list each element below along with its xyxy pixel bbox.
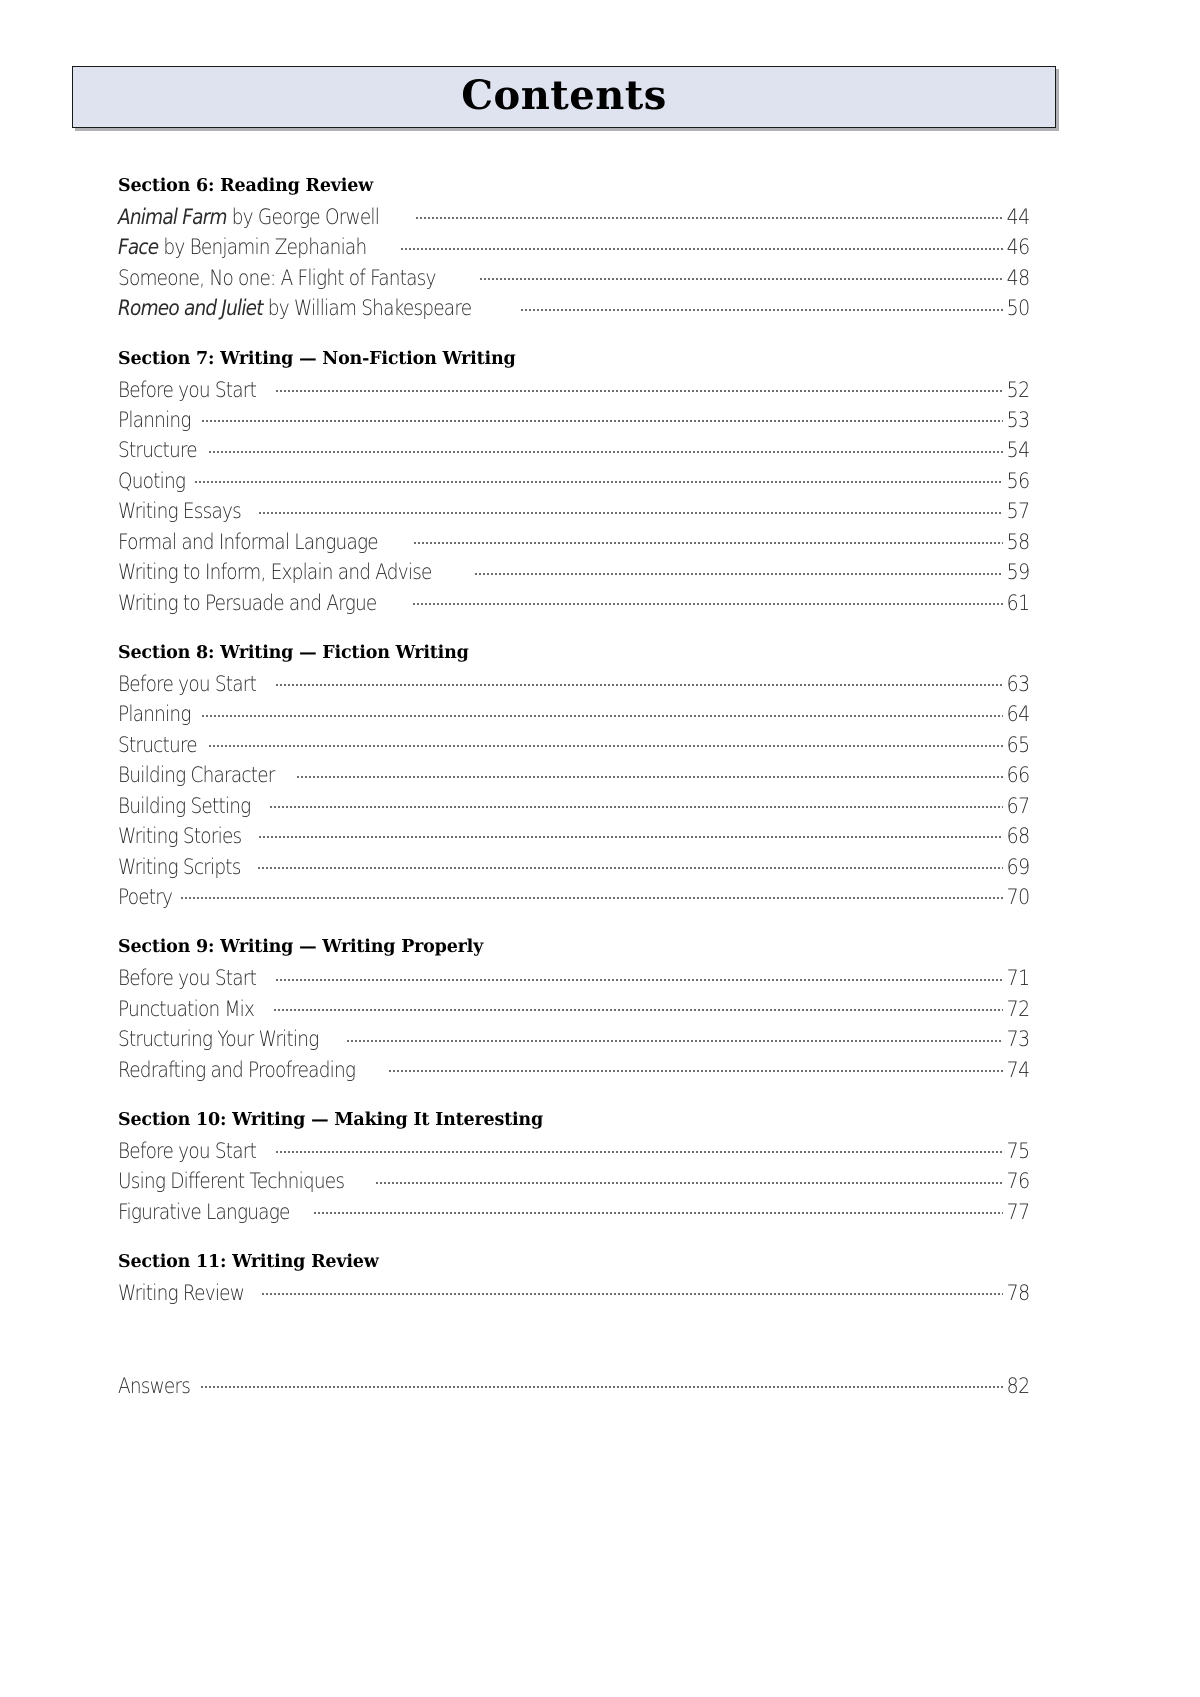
toc-entry-title-text: Writing to Persuade and Argue xyxy=(118,590,377,615)
toc-section-heading: Section 7: Writing — Non-Fiction Writing xyxy=(118,348,516,369)
toc-page-number: 78 xyxy=(1006,1281,1030,1306)
toc-page-number: 64 xyxy=(1006,702,1030,727)
dot-leader xyxy=(258,497,1004,518)
toc-page-number: 46 xyxy=(1006,235,1030,260)
toc-entry-title-text: Before you Start xyxy=(118,377,257,402)
dot-leader xyxy=(201,406,1004,427)
toc-entry-title-text: Formal and Informal Language xyxy=(118,529,378,554)
toc-page-number: 63 xyxy=(1006,671,1030,696)
toc-entry-title-text: Writing to Inform, Explain and Advise xyxy=(118,560,432,585)
toc-entry-title-text: Writing Essays xyxy=(118,499,241,524)
toc-entry-title-text: Figurative Language xyxy=(118,1199,290,1224)
toc-page-number: 61 xyxy=(1006,590,1030,615)
toc-page-number: 66 xyxy=(1006,763,1030,788)
toc-entry-title-italic: Animal Farm xyxy=(118,204,227,229)
dot-leader xyxy=(200,1372,1003,1393)
toc-page-number: 59 xyxy=(1006,560,1030,585)
dot-leader xyxy=(375,1167,1003,1188)
toc-entry-title-italic: Romeo and Juliet xyxy=(118,296,263,321)
toc-entry[interactable] xyxy=(118,1136,1030,1166)
toc-entry[interactable] xyxy=(118,760,1030,790)
dot-leader xyxy=(257,853,1003,874)
toc-page-number: 53 xyxy=(1006,407,1030,432)
toc-entry-title-text: Planning xyxy=(118,702,191,727)
toc-entry-title-text: Structuring Your Writing xyxy=(118,1027,319,1052)
toc-page-number: 58 xyxy=(1006,529,1030,554)
section-spacer xyxy=(118,912,1030,937)
toc-entry[interactable] xyxy=(118,588,1030,618)
toc-entry-title-text: Someone, No one: A Flight of Fantasy xyxy=(118,265,436,290)
toc-page-number: 65 xyxy=(1006,732,1030,757)
section-spacer xyxy=(118,1085,1030,1110)
dot-leader xyxy=(194,467,1003,488)
dot-leader xyxy=(258,822,1003,843)
toc-section xyxy=(118,349,1030,618)
page-title: Contents xyxy=(461,72,667,120)
dot-leader xyxy=(388,1056,1004,1077)
toc-entry-title xyxy=(118,994,254,1024)
dot-leader xyxy=(275,1137,1003,1158)
dot-leader xyxy=(400,233,1003,254)
contents-header-banner xyxy=(72,66,1056,128)
toc-entry-title-text: Redrafting and Proofreading xyxy=(118,1057,356,1082)
dot-leader xyxy=(261,1279,1003,1300)
toc-page-number: 52 xyxy=(1006,377,1030,402)
dot-leader xyxy=(474,558,1003,579)
toc-entry[interactable] xyxy=(118,669,1030,699)
toc-entry[interactable] xyxy=(118,435,1030,465)
dot-leader xyxy=(275,376,1003,397)
toc-page-number: 70 xyxy=(1006,884,1030,909)
toc-entry-title-text: Before you Start xyxy=(118,966,257,991)
toc-entry-title xyxy=(118,496,241,526)
toc-entry-title-text: Before you Start xyxy=(118,1138,257,1163)
toc-page-number: 54 xyxy=(1006,438,1030,463)
toc-entry[interactable] xyxy=(118,263,1030,293)
toc-entry[interactable] xyxy=(118,1055,1030,1085)
dot-leader xyxy=(201,700,1004,721)
dot-leader xyxy=(180,883,1004,904)
toc-entry-title-text: Building Character xyxy=(118,763,275,788)
toc-page-number: 44 xyxy=(1006,204,1030,229)
toc-entry[interactable] xyxy=(118,852,1030,882)
dot-leader xyxy=(275,670,1003,691)
toc-entry-title-text: by William Shakespeare xyxy=(262,296,472,321)
toc-entry-title-text: by Benjamin Zephaniah xyxy=(158,235,367,260)
toc-entry-title xyxy=(118,1166,344,1196)
toc-entry-title xyxy=(118,1024,318,1054)
toc-entry[interactable] xyxy=(118,527,1030,557)
dot-leader xyxy=(415,203,1004,224)
toc-entry[interactable] xyxy=(118,1166,1030,1196)
dot-leader xyxy=(413,528,1003,549)
dot-leader xyxy=(273,995,1004,1016)
toc-entry-title xyxy=(118,1278,244,1308)
toc-entry-title xyxy=(118,1197,290,1227)
toc-entry-title-text: Planning xyxy=(118,407,191,432)
toc-entry[interactable] xyxy=(118,821,1030,851)
dot-leader xyxy=(346,1025,1003,1046)
toc-entry-title xyxy=(118,375,256,405)
toc-entry-title-text: Before you Start xyxy=(118,671,257,696)
toc-entry[interactable] xyxy=(118,730,1030,760)
toc-page-number: 82 xyxy=(1006,1373,1030,1398)
toc-entry-title xyxy=(118,405,191,435)
toc-entry-title xyxy=(118,293,471,323)
dot-leader xyxy=(275,964,1003,985)
table-of-contents xyxy=(118,176,1030,1401)
toc-entry-title xyxy=(118,202,379,232)
toc-section-heading: Section 9: Writing — Writing Properly xyxy=(118,937,484,958)
toc-entry-title xyxy=(118,557,432,587)
toc-entry-title-text: Using Different Techniques xyxy=(118,1169,345,1194)
toc-entry-title xyxy=(118,699,191,729)
toc-page-number: 73 xyxy=(1006,1027,1030,1052)
toc-entry[interactable] xyxy=(118,1278,1030,1308)
tail-spacer xyxy=(118,1309,1030,1371)
toc-entry[interactable] xyxy=(118,202,1030,232)
toc-entry-title-text: Structure xyxy=(118,438,197,463)
section-spacer xyxy=(118,618,1030,643)
toc-entry-title xyxy=(118,882,172,912)
dot-leader xyxy=(520,294,1004,315)
dot-leader xyxy=(208,731,1004,752)
toc-entry-title-text: Structure xyxy=(118,732,197,757)
toc-entry[interactable] xyxy=(118,1024,1030,1054)
toc-entry[interactable] xyxy=(118,994,1030,1024)
toc-entry[interactable] xyxy=(118,232,1030,262)
dot-leader xyxy=(313,1198,1003,1219)
toc-entry[interactable] xyxy=(118,557,1030,587)
toc-entry-title xyxy=(118,963,256,993)
toc-entry-title-text: Punctuation Mix xyxy=(118,996,255,1021)
toc-entry[interactable] xyxy=(118,963,1030,993)
toc-entry-title xyxy=(118,669,256,699)
toc-entry-title xyxy=(118,588,377,618)
toc-page-number: 57 xyxy=(1006,499,1030,524)
dot-leader xyxy=(412,589,1004,610)
toc-entry-title xyxy=(118,263,436,293)
toc-entry-title-text: Answers xyxy=(118,1373,191,1398)
toc-entry-title xyxy=(118,760,275,790)
toc-entry-title-text: Building Setting xyxy=(118,793,251,818)
toc-entry[interactable] xyxy=(118,293,1030,323)
toc-page-number: 71 xyxy=(1006,966,1030,991)
toc-entry-title-text: by George Orwell xyxy=(226,204,380,229)
toc-page-number: 77 xyxy=(1006,1199,1030,1224)
toc-entry[interactable] xyxy=(118,375,1030,405)
toc-entry-title-text: Writing Scripts xyxy=(118,854,241,879)
toc-entry-title xyxy=(118,232,366,262)
dot-leader xyxy=(296,761,1003,782)
toc-entry-title xyxy=(118,435,197,465)
toc-page-number: 69 xyxy=(1006,854,1030,879)
toc-entry-title-text: Poetry xyxy=(118,884,173,909)
toc-section xyxy=(118,643,1030,912)
toc-entry-title xyxy=(118,527,378,557)
toc-section xyxy=(118,1110,1030,1227)
dot-leader xyxy=(208,436,1004,457)
toc-page-number: 48 xyxy=(1006,265,1030,290)
toc-entry-title xyxy=(118,1371,190,1401)
toc-page-number: 67 xyxy=(1006,793,1030,818)
dot-leader xyxy=(479,264,1003,285)
toc-entry-title xyxy=(118,1055,355,1085)
toc-entry-title xyxy=(118,821,241,851)
toc-entry-title xyxy=(118,852,241,882)
toc-entry[interactable] xyxy=(118,1371,1030,1401)
toc-entry[interactable] xyxy=(118,466,1030,496)
toc-section xyxy=(118,937,1030,1085)
toc-entry-title xyxy=(118,791,250,821)
section-spacer xyxy=(118,1227,1030,1252)
toc-page-number: 75 xyxy=(1006,1138,1030,1163)
dot-leader xyxy=(269,792,1004,813)
toc-entry-title xyxy=(118,1136,256,1166)
toc-entry[interactable] xyxy=(118,405,1030,435)
section-spacer xyxy=(118,324,1030,349)
toc-entry[interactable] xyxy=(118,496,1030,526)
toc-entry-title xyxy=(118,466,185,496)
toc-entry-title-text: Writing Review xyxy=(118,1281,245,1306)
toc-page-number: 76 xyxy=(1006,1169,1030,1194)
toc-entry[interactable] xyxy=(118,882,1030,912)
toc-entry-title-text: Writing Stories xyxy=(118,824,242,849)
toc-section xyxy=(118,1252,1030,1308)
toc-section xyxy=(118,176,1030,324)
toc-entry-title xyxy=(118,730,197,760)
toc-section-heading: Section 10: Writing — Making It Interesting xyxy=(118,1110,543,1130)
toc-entry-title-italic: Face xyxy=(118,235,159,260)
toc-section-heading: Section 6: Reading Review xyxy=(118,176,374,196)
toc-entry[interactable] xyxy=(118,1197,1030,1227)
toc-entry[interactable] xyxy=(118,791,1030,821)
toc-section-heading: Section 8: Writing — Fiction Writing xyxy=(118,643,469,663)
toc-section-heading: Section 11: Writing Review xyxy=(118,1252,379,1273)
toc-page-number: 68 xyxy=(1006,824,1030,849)
toc-page-number: 50 xyxy=(1006,296,1030,321)
toc-entry[interactable] xyxy=(118,699,1030,729)
toc-page-number: 56 xyxy=(1006,468,1030,493)
toc-page-number: 74 xyxy=(1006,1057,1030,1082)
toc-page-number: 72 xyxy=(1006,996,1030,1021)
toc-entry-title-text: Quoting xyxy=(118,468,186,493)
